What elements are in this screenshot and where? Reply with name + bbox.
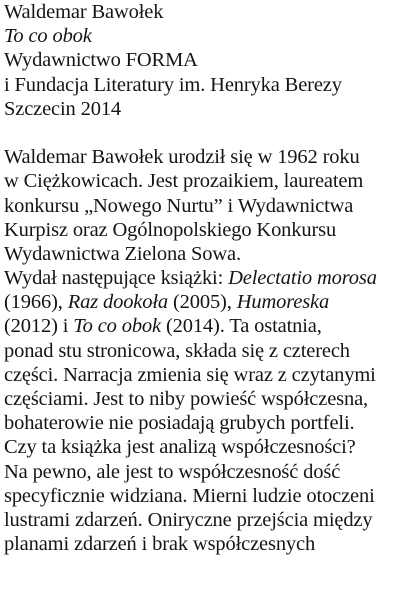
body-line — [4, 339, 414, 363]
text-run: lustrami zdarzeń. Oniryczne przejścia między — [4, 508, 373, 531]
text-run: Wydawnictwa Zielona Sowa. — [4, 242, 241, 265]
text-run: bohaterowie nie posiadają grubych portfeli. — [4, 412, 355, 435]
body-line — [4, 460, 414, 484]
body-line — [4, 363, 414, 387]
text-run: (2005), — [168, 291, 237, 314]
text-run: w Ciężkowicach. Jest prozaikiem, laureatem — [4, 170, 364, 193]
text-run: części. Narracja zmienia się wraz z czytanymi — [4, 363, 376, 386]
foundation: i Fundacja Literatury im. Henryka Berezy — [4, 73, 342, 96]
body-line — [4, 290, 414, 314]
author-name: Waldemar Bawołek — [4, 1, 164, 23]
body-line — [4, 484, 414, 508]
body-line — [4, 411, 414, 435]
text-run: (2014). Ta ostatnia, — [160, 315, 322, 338]
body-line — [4, 508, 414, 532]
text-run: konkursu „Nowego Nurtu” i Wydawnictwa — [4, 194, 354, 217]
book-header — [4, 0, 414, 121]
book-title: To co obok — [4, 25, 92, 48]
text-run: Czy ta książka jest analizą współczesności? — [4, 436, 356, 459]
text-run: częściami. Jest to niby powieść współczesna, — [4, 388, 369, 410]
body-line — [4, 435, 414, 459]
paragraph-gap — [4, 121, 414, 145]
text-run: Kurpisz oraz Ogólnopolskiego Konkursu — [4, 218, 337, 241]
body-line — [4, 194, 414, 218]
body-line — [4, 532, 414, 556]
italic-title: To co obok — [73, 315, 161, 338]
text-run: Wydał następujące książki: — [4, 267, 229, 290]
place-year: Szczecin 2014 — [4, 97, 122, 120]
body-line — [4, 387, 414, 411]
body-line — [4, 169, 414, 193]
body-line — [4, 266, 414, 290]
body-line — [4, 145, 414, 169]
text-run: Waldemar Bawołek urodził się w 1962 roku — [4, 146, 360, 169]
text-run: (1966), — [4, 291, 68, 314]
body-line — [4, 314, 414, 338]
document-page — [4, 0, 414, 556]
publisher: Wydawnictwo FORMA — [4, 49, 198, 72]
review-body — [4, 145, 414, 556]
text-run: specyficznie widziana. Mierni ludzie otoczeni — [4, 484, 375, 507]
italic-title: Delectatio morosa — [228, 267, 377, 290]
text-run: (2012) i — [4, 315, 74, 338]
text-run: Na pewno, ale jest to współczesność dość — [4, 460, 341, 483]
text-run: ponad stu stronicowa, składa się z czterech — [4, 339, 350, 362]
italic-title: Humoreska — [236, 291, 330, 314]
body-line — [4, 218, 414, 242]
body-line — [4, 242, 414, 266]
italic-title: Raz dookoła — [67, 291, 168, 314]
text-run: planami zdarzeń i brak współczesnych — [4, 533, 316, 556]
